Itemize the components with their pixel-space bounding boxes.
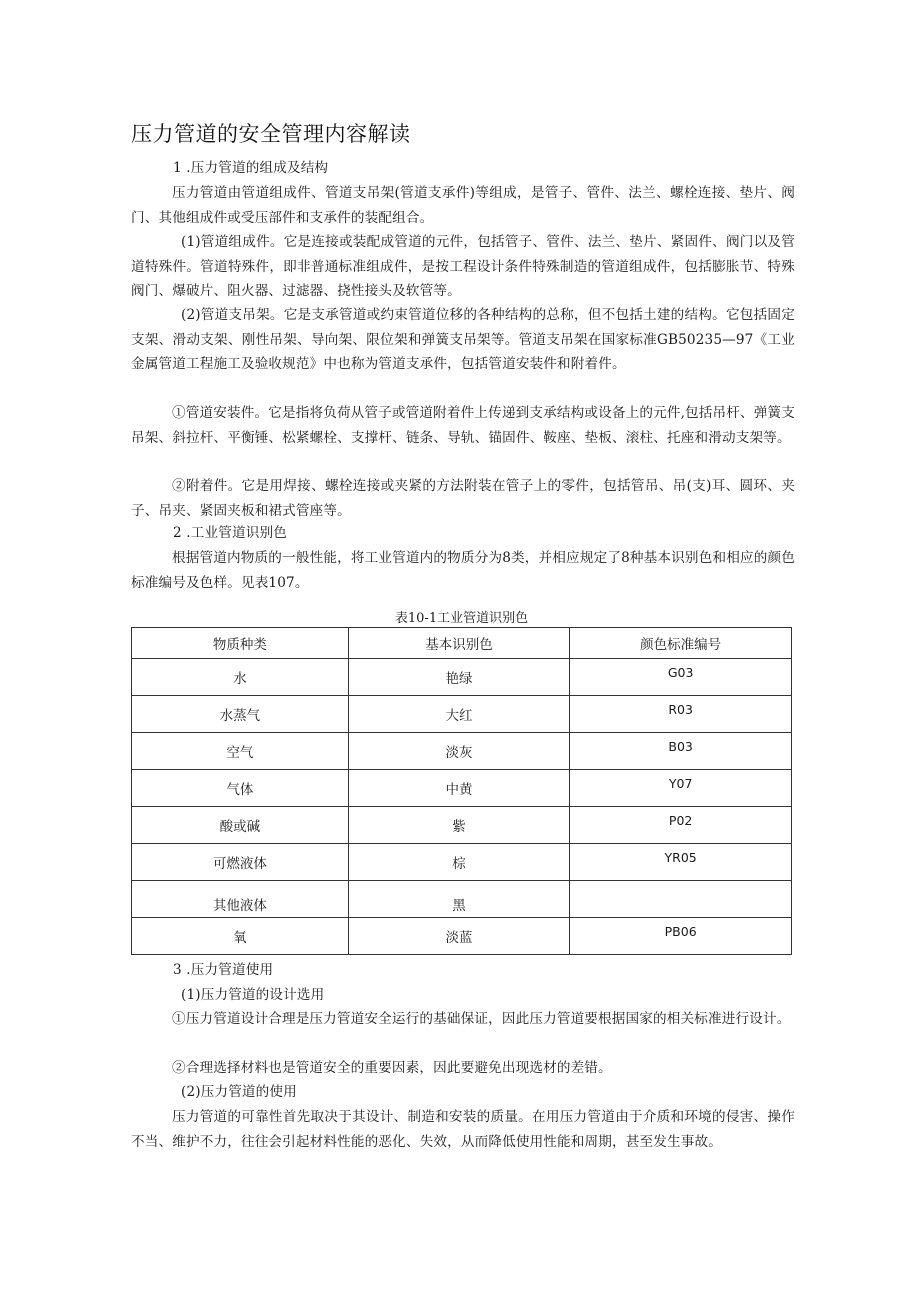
color-table — [131, 627, 792, 955]
section-heading-2: 2 .工业管道识别色 — [173, 525, 287, 541]
table-caption: 表10-1工业管道识别色 — [394, 611, 529, 626]
paragraph-installation-parts: ①管道安装件。它是指将负荷从管子或管道附着件上传递到支承结构或设备上的元件,包括吊杆、弹簧支吊架、斜拉杆、平衡锤、松紧螺栓、支撑杆、链条、导轨、锚固件、鞍座、垫板、滚柱、托座和滑动支架等。 — [131, 405, 795, 446]
paragraph-materials: ②合理选择材料也是管道安全的重要因素，因此要避免出现选材的差错。 — [172, 1060, 612, 1076]
cell-color: 棕 — [348, 844, 570, 881]
header-basic-color: 基本识别色 — [348, 628, 570, 659]
table-row — [132, 659, 792, 696]
cell-code: G03 — [570, 659, 792, 696]
table-row — [132, 881, 792, 918]
paragraph-design: ①压力管道设计合理是压力管道安全运行的基础保证，因此压力管道要根据国家的相关标准进行设计。 — [172, 1011, 791, 1027]
header-color-code: 颜色标准编号 — [570, 628, 792, 659]
paragraph-identification-colors: 根据管道内物质的一般性能，将工业管道内的物质分为8类，并相应规定了8种基本识别色和相应的颜色标准编号及色样。见表107。 — [131, 550, 795, 591]
cell-code: PB06 — [570, 918, 792, 955]
cell-color: 淡灰 — [348, 733, 570, 770]
cell-substance: 酸或碱 — [132, 807, 349, 844]
cell-substance: 氧 — [132, 918, 349, 955]
cell-code: YR05 — [570, 844, 792, 881]
table-header-row — [132, 628, 792, 659]
cell-code — [570, 881, 792, 918]
subheading-usage: (2)压力管道的使用 — [181, 1084, 297, 1100]
cell-code: P02 — [570, 807, 792, 844]
cell-code: B03 — [570, 733, 792, 770]
paragraph-reliability: 压力管道的可靠性首先取决于其设计、制造和安装的质量。在用压力管道由于介质和环境的侵害、操作不当、维护不力，往往会引起材料性能的恶化、失效，从而降低使用性能和周期，甚至发生事故。 — [131, 1109, 795, 1150]
cell-color: 艳绿 — [348, 659, 570, 696]
header-substance: 物质种类 — [132, 628, 349, 659]
cell-color: 淡蓝 — [348, 918, 570, 955]
cell-color: 黑 — [348, 881, 570, 918]
table-row — [132, 844, 792, 881]
cell-color: 中黄 — [348, 770, 570, 807]
section-heading-3: 3 .压力管道使用 — [173, 962, 274, 978]
table-row — [132, 733, 792, 770]
cell-substance: 其他液体 — [132, 881, 349, 918]
cell-substance: 可燃液体 — [132, 844, 349, 881]
page-title: 压力管道的安全管理内容解读 — [131, 122, 411, 146]
cell-code: R03 — [570, 696, 792, 733]
cell-substance: 空气 — [132, 733, 349, 770]
paragraph-attachments: ②附着件。它是用焊接、螺栓连接或夹紧的方法附装在管子上的零件，包括管吊、吊(支)耳、圆环、夹子、吊夹、紧固夹板和裙式管座等。 — [131, 478, 795, 519]
paragraph-composition: 压力管道由管道组成件、管道支吊架(管道支承件)等组成，是管子、管件、法兰、螺栓连接、垫片、阀门、其他组成件或受压部件和支承件的装配组合。 — [131, 185, 795, 226]
cell-color: 紫 — [348, 807, 570, 844]
cell-code: Y07 — [570, 770, 792, 807]
cell-substance: 水蒸气 — [132, 696, 349, 733]
subheading-design-selection: (1)压力管道的设计选用 — [181, 987, 325, 1003]
cell-substance: 气体 — [132, 770, 349, 807]
cell-color: 大红 — [348, 696, 570, 733]
paragraph-components: (1)管道组成件。它是连接或装配成管道的元件，包括管子、管件、法兰、垫片、紧固件、阀门以及管道特殊件。管道特殊件，即非普通标准组成件，是按工程设计条件特殊制造的管道组成件，包括膨胀节、特殊阀门、爆破片、阻火器、过滤器、挠性接头及软管等。 — [131, 234, 795, 299]
table-row — [132, 807, 792, 844]
table-row — [132, 696, 792, 733]
table-row — [132, 770, 792, 807]
section-heading-1: 1 .压力管道的组成及结构 — [173, 160, 329, 176]
table-row — [132, 918, 792, 955]
cell-substance: 水 — [132, 659, 349, 696]
paragraph-supports: (2)管道支吊架。它是支承管道或约束管道位移的各种结构的总称，但不包括土建的结构。它包括固定支架、滑动支架、刚性吊架、导向架、限位架和弹簧支吊架等。管道支吊架在国家标准GB50235—97《工业金属管道工程施工及验收规范》中也称为管道支承件，包括管道安装件和附着件。 — [131, 307, 795, 372]
